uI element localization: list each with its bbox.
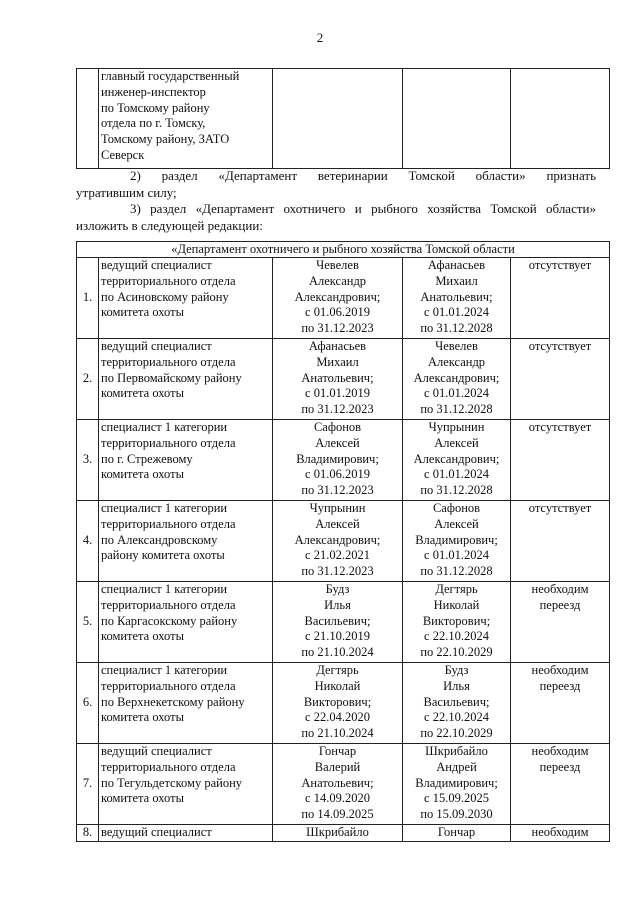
- text-line: переезд: [539, 759, 581, 774]
- text-line: территориального отдела: [101, 597, 236, 612]
- text-line: Северск: [101, 147, 145, 162]
- position-cell: [99, 420, 273, 501]
- current-holder-cell: [273, 501, 403, 582]
- text-line: по 31.12.2023: [301, 402, 374, 417]
- text-line: комитета охоты: [101, 710, 185, 725]
- text-line: Викторович;: [303, 694, 372, 709]
- text-line: Михаил: [435, 273, 478, 288]
- text-line: утратившим силу;: [76, 184, 177, 200]
- current-holder-cell: [273, 663, 403, 744]
- text-line: с 01.01.2024: [424, 386, 489, 401]
- text-line: необходим: [531, 582, 589, 596]
- position-cell: [99, 825, 273, 842]
- text-line: по 31.12.2028: [420, 564, 493, 579]
- text-line: Анатольевич;: [420, 289, 493, 304]
- text-line: Чевелев: [435, 339, 478, 353]
- text-line: Михаил: [316, 354, 359, 369]
- table-row: [77, 582, 610, 663]
- text-line: комитета охоты: [101, 629, 185, 644]
- text-line: Алексей: [434, 516, 479, 531]
- current-holder-cell: [273, 69, 403, 169]
- text-line: Викторович;: [422, 613, 491, 628]
- text-line: 2) раздел «Департамент ветеринарии Томской области» признать: [130, 168, 596, 183]
- text-line: с 01.06.2019: [305, 467, 370, 482]
- table-row: [77, 258, 610, 339]
- text-line: Александрович;: [294, 532, 381, 547]
- text-line: Чупрынин: [428, 420, 485, 434]
- text-line: отдела по г. Томску,: [101, 116, 206, 131]
- text-line: специалист 1 категории: [101, 663, 228, 677]
- note-cell: [511, 258, 610, 339]
- text-line: Владимирович;: [415, 532, 498, 547]
- row-number: 4.: [77, 501, 99, 582]
- text-line: по 31.12.2023: [301, 564, 374, 579]
- staff-table: [76, 241, 610, 842]
- text-line: Шкрибайло: [425, 744, 488, 758]
- text-line: Алексей: [434, 435, 479, 450]
- current-holder-cell: [273, 582, 403, 663]
- text-line: Александрович;: [413, 370, 500, 385]
- text-line: Будз: [444, 663, 469, 677]
- text-line: по 21.10.2024: [301, 645, 374, 660]
- note-cell: [511, 663, 610, 744]
- current-holder-cell: [273, 825, 403, 842]
- text-line: с 22.04.2020: [305, 710, 370, 725]
- text-line: территориального отдела: [101, 435, 236, 450]
- text-line: ведущий специалист: [101, 825, 212, 839]
- text-line: по 31.12.2023: [301, 321, 374, 336]
- text-line: Андрей: [436, 759, 477, 774]
- text-line: переезд: [539, 597, 581, 612]
- text-line: Васильевич;: [304, 613, 371, 628]
- note-cell: [511, 744, 610, 825]
- text-line: по Каргасокскому району: [101, 613, 238, 628]
- text-line: Александрович;: [413, 451, 500, 466]
- text-line: с 01.01.2024: [424, 467, 489, 482]
- note-cell: [511, 420, 610, 501]
- text-line: Чупрынин: [309, 501, 366, 515]
- text-line: территориального отдела: [101, 759, 236, 774]
- note-cell: [511, 582, 610, 663]
- text-line: Владимирович;: [415, 775, 498, 790]
- note-cell: [511, 825, 610, 842]
- current-holder-cell: [273, 258, 403, 339]
- text-line: инженер-инспектор: [101, 84, 206, 99]
- text-line: Николай: [314, 678, 361, 693]
- text-line: Васильевич;: [423, 694, 490, 709]
- text-line: комитета охоты: [101, 386, 185, 401]
- position-cell: [99, 663, 273, 744]
- text-line: по 15.09.2030: [420, 807, 493, 822]
- text-line: комитета охоты: [101, 467, 185, 482]
- text-line: по 14.09.2025: [301, 807, 374, 822]
- row-number: 2.: [77, 339, 99, 420]
- note-cell: [511, 501, 610, 582]
- position-cell: [99, 69, 273, 169]
- text-line: Александр: [308, 273, 367, 288]
- text-line: Анатольевич;: [301, 775, 374, 790]
- text-line: территориального отдела: [101, 516, 236, 531]
- text-line: Илья: [324, 597, 351, 612]
- new-holder-cell: [403, 825, 511, 842]
- text-line: Алексей: [315, 516, 360, 531]
- row-number: 1.: [77, 258, 99, 339]
- row-number: 3.: [77, 420, 99, 501]
- text-line: необходим: [531, 744, 589, 758]
- text-line: Дегтярь: [435, 582, 478, 596]
- position-cell: [99, 339, 273, 420]
- text-line: ведущий специалист: [101, 339, 212, 353]
- text-line: Валерий: [314, 759, 361, 774]
- new-holder-cell: [403, 663, 511, 744]
- text-line: территориального отдела: [101, 354, 236, 369]
- paragraph-item-3: [76, 201, 596, 234]
- text-line: по 31.12.2023: [301, 483, 374, 498]
- text-line: Томскому району, ЗАТО: [101, 132, 230, 147]
- new-holder-cell: [403, 582, 511, 663]
- text-line: Анатольевич;: [301, 370, 374, 385]
- text-line: с 01.01.2019: [305, 386, 370, 401]
- position-cell: [99, 501, 273, 582]
- row-number: 7.: [77, 744, 99, 825]
- new-holder-cell: [403, 69, 511, 169]
- text-line: с 01.01.2024: [424, 305, 489, 320]
- text-line: по Томскому району: [101, 100, 210, 115]
- current-holder-cell: [273, 744, 403, 825]
- text-line: с 15.09.2025: [424, 791, 489, 806]
- table-row: [77, 339, 610, 420]
- text-line: с 01.01.2024: [424, 548, 489, 563]
- table-row: [77, 69, 610, 169]
- current-holder-cell: [273, 339, 403, 420]
- current-holder-cell: [273, 420, 403, 501]
- text-line: по 21.10.2024: [301, 726, 374, 741]
- text-line: с 22.10.2024: [424, 710, 489, 725]
- new-holder-cell: [403, 339, 511, 420]
- text-line: по Верхнекетскому району: [101, 694, 245, 709]
- text-line: Владимирович;: [296, 451, 379, 466]
- text-line: Илья: [443, 678, 470, 693]
- text-line: комитета охоты: [101, 305, 185, 320]
- text-line: специалист 1 категории: [101, 420, 228, 434]
- table-row: [77, 501, 610, 582]
- department-title: «Департамент охотничего и рыбного хозяйства Томской области: [77, 242, 610, 258]
- text-line: Александр: [427, 354, 486, 369]
- text-line: Будз: [325, 582, 350, 596]
- text-line: Афанасьев: [308, 339, 367, 353]
- text-line: по 31.12.2028: [420, 321, 493, 336]
- position-cell: [99, 744, 273, 825]
- text-line: Николай: [433, 597, 480, 612]
- text-line: необходим: [531, 663, 589, 677]
- text-line: главный государственный: [101, 69, 240, 83]
- text-line: отсутствует: [528, 501, 592, 515]
- text-line: Сафонов: [313, 420, 362, 434]
- text-line: Гончар: [437, 825, 476, 839]
- text-line: отсутствует: [528, 339, 592, 353]
- text-line: Шкрибайло: [306, 825, 369, 839]
- table-row: [77, 663, 610, 744]
- position-cell: [99, 582, 273, 663]
- text-line: 3) раздел «Департамент охотничего и рыбного хозяйства Томской области»: [130, 201, 596, 216]
- text-line: по 31.12.2028: [420, 402, 493, 417]
- row-number: 5.: [77, 582, 99, 663]
- text-line: Афанасьев: [427, 258, 486, 272]
- text-line: Дегтярь: [316, 663, 359, 677]
- text-line: отсутствует: [528, 258, 592, 272]
- text-line: Сафонов: [432, 501, 481, 515]
- text-line: по Первомайскому району: [101, 370, 242, 385]
- page-number: 2: [316, 30, 324, 45]
- table-row: [77, 825, 610, 842]
- table-row: [77, 744, 610, 825]
- text-line: Александрович;: [294, 289, 381, 304]
- row-number: 6.: [77, 663, 99, 744]
- table-row: [77, 420, 610, 501]
- continued-table: [76, 68, 610, 169]
- text-line: по 22.10.2029: [420, 726, 493, 741]
- note-cell: [511, 69, 610, 169]
- text-line: территориального отдела: [101, 273, 236, 288]
- text-line: отсутствует: [528, 420, 592, 434]
- number-cell: [77, 69, 99, 169]
- paragraph-item-2: [76, 168, 596, 201]
- text-line: Алексей: [315, 435, 360, 450]
- text-line: переезд: [539, 678, 581, 693]
- text-line: с 01.06.2019: [305, 305, 370, 320]
- text-line: необходим: [531, 825, 589, 839]
- new-holder-cell: [403, 501, 511, 582]
- table-title-row: [77, 242, 610, 258]
- text-line: по 22.10.2029: [420, 645, 493, 660]
- text-line: Чевелев: [316, 258, 359, 272]
- text-line: по Александровскому: [101, 532, 218, 547]
- text-line: специалист 1 категории: [101, 501, 228, 515]
- text-line: с 14.09.2020: [305, 791, 370, 806]
- text-line: по 31.12.2028: [420, 483, 493, 498]
- text-line: территориального отдела: [101, 678, 236, 693]
- text-line: изложить в следующей редакции:: [76, 217, 263, 233]
- new-holder-cell: [403, 258, 511, 339]
- text-line: ведущий специалист: [101, 744, 212, 758]
- text-line: по Тегульдетскому району: [101, 775, 243, 790]
- text-line: по Асиновскому району: [101, 289, 229, 304]
- note-cell: [511, 339, 610, 420]
- new-holder-cell: [403, 744, 511, 825]
- text-line: Гончар: [318, 744, 357, 758]
- text-line: с 21.10.2019: [305, 629, 370, 644]
- new-holder-cell: [403, 420, 511, 501]
- text-line: с 21.02.2021: [305, 548, 370, 563]
- text-line: комитета охоты: [101, 791, 185, 806]
- text-line: ведущий специалист: [101, 258, 212, 272]
- text-line: району комитета охоты: [101, 548, 225, 563]
- text-line: специалист 1 категории: [101, 582, 228, 596]
- row-number: 8.: [77, 825, 99, 842]
- text-line: по г. Стрежевому: [101, 451, 193, 466]
- text-line: с 22.10.2024: [424, 629, 489, 644]
- position-cell: [99, 258, 273, 339]
